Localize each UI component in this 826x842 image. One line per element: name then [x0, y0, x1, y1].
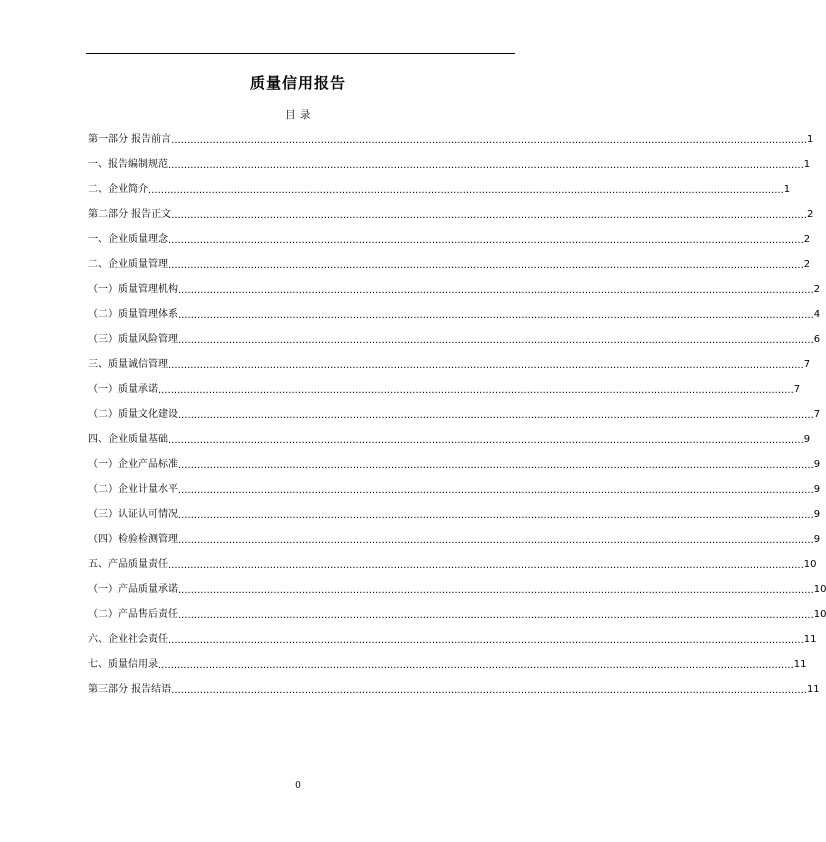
- toc-entry-page: 7: [803, 359, 811, 370]
- toc-entry-page: 7: [813, 409, 821, 420]
- toc-entry[interactable]: [88, 583, 826, 597]
- toc-entry-label: （二）质量文化建设: [88, 409, 178, 420]
- toc-entry-label: （三）认证认可情况: [88, 509, 178, 520]
- toc-entry-page: 11: [806, 684, 820, 695]
- toc-entry-page: 2: [803, 259, 811, 270]
- toc-dot-leader: ........................................................................................................................................................................................................: [168, 360, 804, 371]
- toc-entry-page: 2: [803, 234, 811, 245]
- toc-entry-label: 六、企业社会责任: [88, 634, 168, 645]
- toc-entry-label: （四）检验检测管理: [88, 534, 178, 545]
- header-rule: [86, 53, 515, 54]
- toc-entry-page: 2: [813, 284, 821, 295]
- toc-entry-page: 9: [813, 509, 821, 520]
- toc-entry[interactable]: [88, 133, 814, 147]
- page-number: 0: [295, 781, 301, 791]
- toc-entry-label: 二、企业简介: [88, 184, 148, 195]
- toc-entry[interactable]: [88, 483, 821, 497]
- toc-dot-leader: ........................................................................................................................................................................................................: [178, 535, 814, 546]
- toc-entry-page: 1: [803, 159, 811, 170]
- toc-entry-label: （二）企业计量水平: [88, 484, 178, 495]
- toc-entry[interactable]: [88, 233, 811, 247]
- toc-entry[interactable]: [88, 458, 821, 472]
- toc-dot-leader: ........................................................................................................................................................................................................: [178, 410, 814, 421]
- toc-entry-page: 9: [813, 534, 821, 545]
- toc-entry[interactable]: [88, 683, 820, 697]
- toc-entry-page: 6: [813, 334, 821, 345]
- toc-entry-page: 4: [813, 309, 821, 320]
- toc-entry[interactable]: [88, 258, 811, 272]
- toc-entry-label: 二、企业质量管理: [88, 259, 168, 270]
- toc-dot-leader: ........................................................................................................................................................................................................: [178, 310, 814, 321]
- toc-entry-label: （二）产品售后责任: [88, 609, 178, 620]
- toc-entry-label: （一）质量管理机构: [88, 284, 178, 295]
- toc-entry-label: （三）质量风险管理: [88, 334, 178, 345]
- toc-entry[interactable]: [88, 283, 821, 297]
- toc-entry-label: 第三部分 报告结语: [88, 684, 172, 695]
- toc-entry[interactable]: [88, 208, 814, 222]
- toc-entry-label: （一）企业产品标准: [88, 459, 178, 470]
- toc-entry[interactable]: [88, 533, 821, 547]
- toc-entry[interactable]: [88, 158, 811, 172]
- toc-entry[interactable]: [88, 183, 791, 197]
- toc-dot-leader: ........................................................................................................................................................................................................: [178, 285, 814, 296]
- toc-entry-label: 一、报告编制规范: [88, 159, 168, 170]
- toc-entry-page: 10: [813, 584, 826, 595]
- toc-dot-leader: ........................................................................................................................................................................................................: [168, 635, 804, 646]
- toc-entry[interactable]: [88, 383, 801, 397]
- toc-heading: 目 录: [285, 109, 311, 121]
- toc-entry-page: 1: [806, 134, 814, 145]
- toc-dot-leader: ........................................................................................................................................................................................................: [178, 485, 814, 496]
- toc-entry-label: （一）质量承诺: [88, 384, 158, 395]
- toc-entry-page: 9: [813, 459, 821, 470]
- toc-entry-page: 10: [803, 559, 817, 570]
- toc-dot-leader: ........................................................................................................................................................................................................: [168, 235, 804, 246]
- toc-entry-page: 9: [813, 484, 821, 495]
- toc-dot-leader: ........................................................................................................................................................................................................: [168, 560, 804, 571]
- toc-dot-leader: ........................................................................................................................................................................................................: [178, 585, 814, 596]
- toc-entry-label: 四、企业质量基础: [88, 434, 168, 445]
- document-title: 质量信用报告: [249, 74, 346, 92]
- toc-entry[interactable]: [88, 633, 817, 647]
- toc-dot-leader: ........................................................................................................................................................................................................: [178, 460, 814, 471]
- toc-dot-leader: ........................................................................................................................................................................................................: [171, 210, 807, 221]
- toc-dot-leader: ........................................................................................................................................................................................................: [168, 160, 804, 171]
- toc-dot-leader: ........................................................................................................................................................................................................: [178, 335, 814, 346]
- toc-dot-leader: ........................................................................................................................................................................................................: [178, 610, 814, 621]
- toc-entry[interactable]: [88, 358, 811, 372]
- toc-entry-label: 第二部分 报告正文: [88, 209, 172, 220]
- toc-dot-leader: ........................................................................................................................................................................................................: [168, 260, 804, 271]
- toc-entry-page: 10: [813, 609, 826, 620]
- toc-entry[interactable]: [88, 658, 807, 672]
- toc-entry-page: 11: [803, 634, 817, 645]
- toc-dot-leader: ........................................................................................................................................................................................................: [148, 185, 784, 196]
- toc-entry[interactable]: [88, 608, 826, 622]
- toc-entry[interactable]: [88, 408, 821, 422]
- toc-entry-page: 9: [803, 434, 811, 445]
- toc-dot-leader: ........................................................................................................................................................................................................: [158, 660, 794, 671]
- toc-entry[interactable]: [88, 508, 821, 522]
- toc-dot-leader: ........................................................................................................................................................................................................: [158, 385, 794, 396]
- toc-entry-label: 五、产品质量责任: [88, 559, 168, 570]
- toc-entry[interactable]: [88, 433, 811, 447]
- toc-dot-leader: ........................................................................................................................................................................................................: [168, 435, 804, 446]
- toc-entry[interactable]: [88, 308, 821, 322]
- toc-entry[interactable]: [88, 558, 817, 572]
- toc-dot-leader: ........................................................................................................................................................................................................: [171, 685, 807, 696]
- toc-dot-leader: ........................................................................................................................................................................................................: [178, 510, 814, 521]
- toc-entry-label: 三、质量诚信管理: [88, 359, 168, 370]
- toc-entry-label: 七、质量信用录: [88, 659, 158, 670]
- toc-entry-label: 第一部分 报告前言: [88, 134, 172, 145]
- toc-entry-label: （一）产品质量承诺: [88, 584, 178, 595]
- toc-entry-page: 11: [793, 659, 807, 670]
- toc-entry-page: 2: [806, 209, 814, 220]
- toc-dot-leader: ........................................................................................................................................................................................................: [171, 135, 807, 146]
- toc-entry[interactable]: [88, 333, 821, 347]
- toc-entry-label: （二）质量管理体系: [88, 309, 178, 320]
- toc-entry-page: 7: [793, 384, 801, 395]
- toc-entry-page: 1: [783, 184, 791, 195]
- toc-entry-label: 一、企业质量理念: [88, 234, 168, 245]
